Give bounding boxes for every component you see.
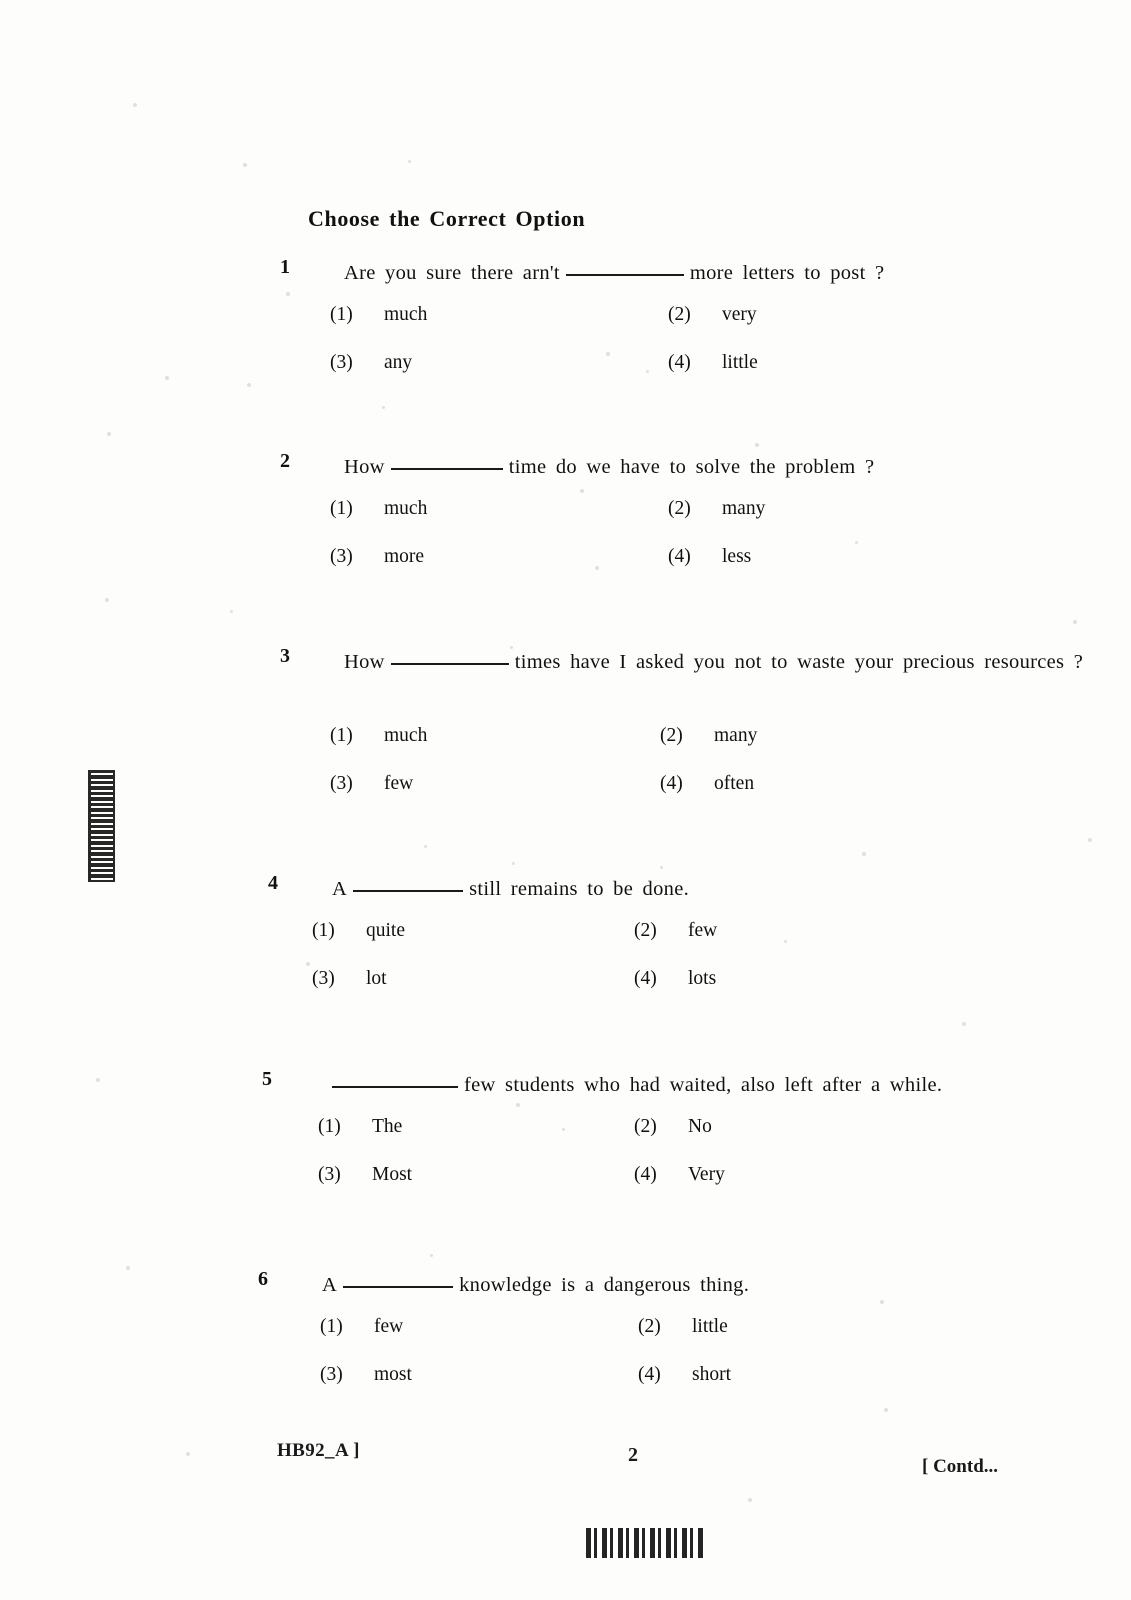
option-label: (4)	[638, 1364, 661, 1385]
option-4[interactable]	[634, 968, 716, 990]
option-label: (2)	[638, 1316, 661, 1337]
option-text: less	[722, 546, 752, 567]
scan-speck	[1088, 838, 1092, 842]
option-label: (2)	[660, 725, 683, 746]
scan-speck	[748, 1498, 752, 1502]
paper-code: HB92_A ]	[277, 1440, 360, 1461]
question-text-after: still remains to be done.	[469, 878, 690, 900]
option-text: Very	[688, 1164, 725, 1185]
option-text: little	[722, 352, 758, 373]
option-text: most	[374, 1364, 412, 1385]
option-label: (3)	[312, 968, 335, 989]
scan-speck	[186, 1452, 190, 1456]
scan-speck	[424, 845, 427, 848]
option-text: very	[722, 304, 757, 325]
option-text: much	[384, 725, 428, 746]
scan-speck	[516, 1103, 520, 1107]
option-4[interactable]	[668, 352, 758, 374]
option-3[interactable]	[312, 968, 387, 990]
option-text: few	[384, 773, 414, 794]
question-text	[344, 645, 1124, 679]
question-text-after: times have I asked you not to waste your precious resources ?	[514, 651, 1084, 673]
question-text-before: A	[322, 1274, 338, 1296]
option-4[interactable]	[668, 546, 751, 568]
scan-speck	[382, 406, 385, 409]
question-text-after: knowledge is a dangerous thing.	[459, 1274, 750, 1296]
option-3[interactable]	[330, 352, 412, 374]
option-label: (2)	[668, 498, 691, 519]
scan-speck	[126, 1266, 130, 1270]
option-row	[330, 773, 1090, 821]
scan-speck	[286, 292, 290, 296]
answer-blank	[332, 1086, 458, 1088]
option-row	[320, 1364, 1080, 1412]
option-row	[330, 352, 1090, 400]
option-2[interactable]	[668, 498, 765, 520]
question-number: 4	[268, 872, 278, 894]
option-text: many	[722, 498, 766, 519]
option-label: (3)	[330, 546, 353, 567]
option-1[interactable]	[330, 725, 427, 747]
bottom-barcode-mark	[586, 1528, 704, 1558]
scan-speck	[1073, 620, 1077, 624]
option-1[interactable]	[330, 498, 427, 520]
continued-label: [ Contd...	[922, 1456, 999, 1477]
option-label: (4)	[634, 1164, 657, 1185]
option-row	[330, 304, 1090, 352]
option-text: lot	[366, 968, 387, 989]
answer-blank	[391, 468, 503, 470]
scan-speck	[243, 163, 247, 167]
option-4[interactable]	[638, 1364, 731, 1386]
side-barcode-mark	[88, 770, 115, 882]
option-1[interactable]	[320, 1316, 403, 1338]
scan-speck	[247, 383, 251, 387]
page-number: 2	[628, 1444, 638, 1466]
option-text: No	[688, 1116, 712, 1137]
scan-speck	[580, 489, 584, 493]
scan-speck	[230, 610, 233, 613]
option-text: many	[714, 725, 758, 746]
option-text: few	[688, 920, 718, 941]
option-text: little	[692, 1316, 728, 1337]
scan-speck	[512, 862, 515, 865]
option-label: (3)	[330, 352, 353, 373]
option-label: (3)	[320, 1364, 343, 1385]
option-label: (1)	[312, 920, 335, 941]
option-3[interactable]	[318, 1164, 412, 1186]
answer-blank	[566, 274, 684, 276]
scan-speck	[133, 103, 137, 107]
answer-blank	[353, 890, 463, 892]
option-text: short	[692, 1364, 731, 1385]
option-row	[312, 968, 1072, 1016]
option-label: (4)	[668, 352, 691, 373]
question-text	[322, 1268, 1062, 1302]
scan-speck	[962, 1022, 966, 1026]
option-3[interactable]	[330, 773, 413, 795]
scan-speck	[430, 1254, 433, 1257]
option-label: (4)	[668, 546, 691, 567]
question-text-after: more letters to post ?	[689, 262, 885, 284]
options-list	[330, 304, 1090, 400]
option-label: (1)	[318, 1116, 341, 1137]
question-number: 2	[280, 450, 290, 472]
question-text	[344, 450, 1084, 484]
option-row	[312, 920, 1072, 968]
option-4[interactable]	[660, 773, 754, 795]
scan-speck	[862, 852, 866, 856]
option-2[interactable]	[634, 1116, 712, 1138]
option-1[interactable]	[318, 1116, 402, 1138]
option-text: much	[384, 304, 428, 325]
question-text-before: How	[344, 456, 385, 478]
scan-speck	[660, 866, 663, 869]
options-list	[330, 725, 1090, 821]
question-number: 5	[262, 1068, 272, 1090]
scan-speck	[107, 432, 111, 436]
option-label: (3)	[318, 1164, 341, 1185]
question-number: 3	[280, 645, 290, 667]
option-row	[330, 498, 1090, 546]
question-text	[344, 256, 1084, 290]
option-text: often	[714, 773, 755, 794]
answer-blank	[391, 663, 509, 665]
question-text-after: time do we have to solve the problem ?	[508, 456, 875, 478]
option-text: The	[372, 1116, 403, 1137]
option-3[interactable]	[320, 1364, 412, 1386]
option-text: any	[384, 352, 413, 373]
option-label: (2)	[634, 920, 657, 941]
question-text	[326, 1068, 1106, 1102]
option-label: (1)	[320, 1316, 343, 1337]
option-1[interactable]	[330, 304, 427, 326]
question-number: 6	[258, 1268, 268, 1290]
scan-speck	[755, 443, 759, 447]
option-2[interactable]	[638, 1316, 728, 1338]
option-row	[318, 1116, 1078, 1164]
options-list	[318, 1116, 1078, 1212]
option-label: (1)	[330, 498, 353, 519]
option-2[interactable]	[660, 725, 757, 747]
option-row	[330, 546, 1090, 594]
option-2[interactable]	[634, 920, 717, 942]
option-label: (1)	[330, 304, 353, 325]
question-text-before: How	[344, 651, 385, 673]
option-label: (3)	[330, 773, 353, 794]
page-title: Choose the Correct Option	[308, 206, 586, 231]
option-text: quite	[366, 920, 405, 941]
question-number: 1	[280, 256, 290, 278]
option-text: more	[384, 546, 425, 567]
option-4[interactable]	[634, 1164, 725, 1186]
option-3[interactable]	[330, 546, 424, 568]
question-text-after: few students who had waited, also left after a while.	[464, 1074, 943, 1096]
options-list	[312, 920, 1072, 1016]
option-text: lots	[688, 968, 717, 989]
option-label: (4)	[634, 968, 657, 989]
options-list	[320, 1316, 1080, 1412]
option-label: (2)	[634, 1116, 657, 1137]
option-label: (1)	[330, 725, 353, 746]
option-text: few	[374, 1316, 404, 1337]
scan-speck	[105, 598, 109, 602]
option-label: (4)	[660, 773, 683, 794]
question-text	[332, 872, 1072, 906]
option-label: (2)	[668, 304, 691, 325]
option-text: Most	[372, 1164, 413, 1185]
option-2[interactable]	[668, 304, 757, 326]
scan-speck	[306, 962, 310, 966]
scan-speck	[165, 376, 169, 380]
option-row	[320, 1316, 1080, 1364]
scan-speck	[408, 160, 411, 163]
options-list	[330, 498, 1090, 594]
option-text: much	[384, 498, 428, 519]
scan-speck	[96, 1078, 100, 1082]
question-text-before: Are you sure there arn't	[344, 262, 560, 284]
answer-blank	[343, 1286, 453, 1288]
option-row	[318, 1164, 1078, 1212]
option-1[interactable]	[312, 920, 405, 942]
option-row	[330, 725, 1090, 773]
question-text-before: A	[332, 878, 348, 900]
